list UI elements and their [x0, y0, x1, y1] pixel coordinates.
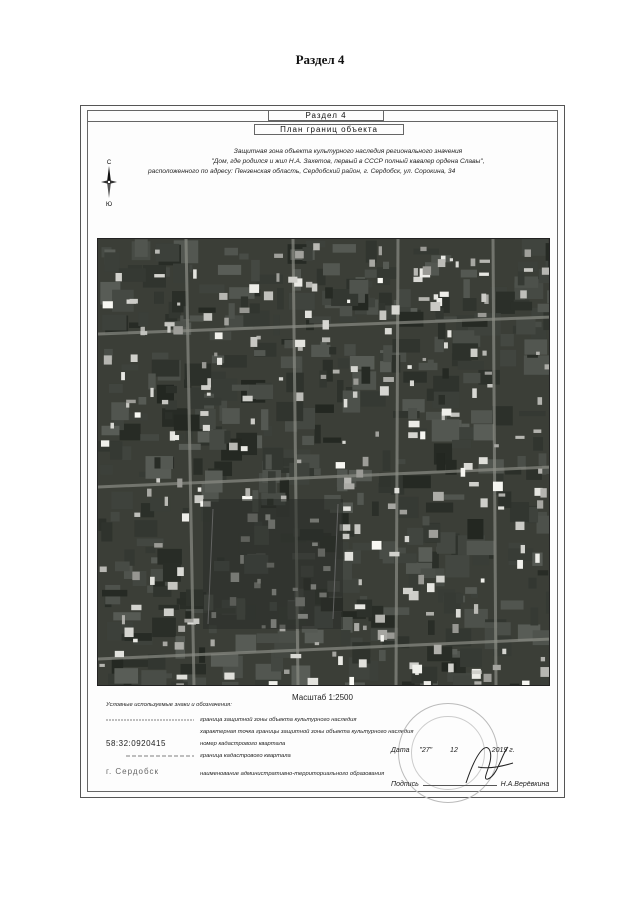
legend-heading: Условные используемые знаки и обозначения:: [106, 702, 232, 708]
compass-rose-icon: [99, 157, 119, 207]
satellite-map[interactable]: [97, 238, 550, 686]
sign-line: [391, 781, 561, 788]
object-description: [148, 147, 548, 177]
legend-item-text: граница защитной зоны объекта культурного наследия: [200, 717, 357, 723]
compass-south-label: Ю: [105, 202, 113, 207]
legend-symbol-place-name: г. Сердобск: [106, 767, 159, 776]
legend-item-text: граница кадастрового квартала: [200, 753, 291, 759]
legend-symbol-point: [106, 727, 196, 737]
date-label: Дата: [391, 747, 410, 754]
map-scale: Масштаб 1:2500: [292, 693, 353, 702]
map-sheet: [80, 105, 565, 798]
signer-name: Н.А.Верёвкина: [500, 781, 550, 788]
legend-symbol-cadastral-number: 58:32:0920415: [106, 739, 166, 748]
signature-block: [378, 703, 548, 803]
plan-title: План границ объекта: [254, 124, 404, 135]
date-month: 12: [450, 747, 458, 754]
sheet-inner-frame: [87, 110, 558, 792]
compass-north-label: С: [106, 160, 112, 166]
header-divider: [88, 121, 557, 122]
legend-item-text: номер кадастрового квартала: [200, 741, 286, 747]
legend-item-text: характерная точка границы защитной зоны объекта культурного наследия: [200, 729, 414, 735]
date-day: "27": [419, 747, 433, 754]
page-heading: Раздел 4: [295, 52, 345, 67]
satellite-image: [98, 239, 550, 686]
legend-symbol-dashed-line: [106, 715, 196, 725]
sign-label: Подпись: [391, 781, 419, 788]
legend-symbol-quarter-line: [106, 751, 196, 761]
description-line-2: "Дом, где родился и жил Н.А. Захетов, первый в СССР полный кавалер ордена Славы",: [211, 158, 485, 165]
description-line-3: расположенного по адресу: Пензенская область, Сердобский район, г. Сердобск, ул. Сорокина, 34: [148, 168, 456, 175]
description-line-1: Защитная зона объекта культурного наследия регионального значения: [233, 148, 463, 155]
section-label: Раздел 4: [268, 111, 384, 121]
date-year: 2019 г.: [491, 747, 515, 754]
legend-item-text: наименование административно-территориального образования: [200, 771, 385, 777]
